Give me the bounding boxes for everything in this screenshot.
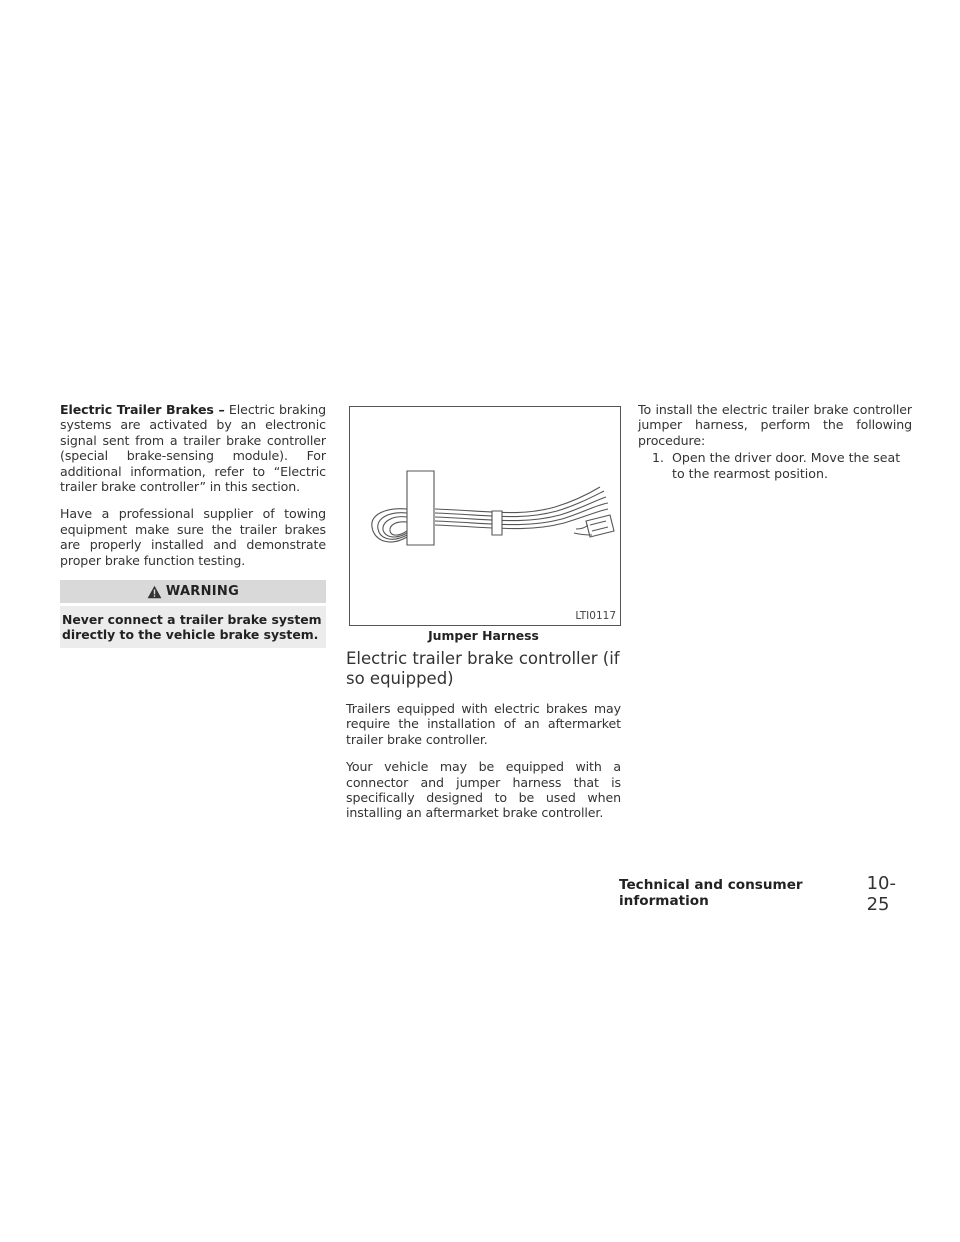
install-intro: To install the electric trailer brake controller jumper harness, perform the following procedure: — [638, 402, 912, 448]
right-column — [638, 402, 912, 481]
paragraph-connector: Your vehicle may be equipped with a connector and jumper harness that is specifically designed to be used when installing an aftermarket brake controller. — [346, 759, 621, 821]
page-footer — [619, 873, 912, 915]
warning-title: WARNING — [165, 584, 240, 600]
warning-triangle-icon — [147, 585, 162, 599]
jumper-harness-figure — [349, 406, 621, 626]
step-text: Open the driver door. Move the seat to the rearmost position. — [672, 450, 901, 481]
middle-column — [346, 402, 621, 833]
electric-brakes-text: Electric braking systems are activated by an electronic signal sent from a trailer brake controller (special brake-sensing module). For additional information, refer to “Electric trailer brake controller” in this section. — [60, 402, 326, 495]
warning-header — [60, 580, 326, 603]
step-number: 1. — [652, 450, 665, 466]
figure-code: LTI0117 — [575, 610, 616, 622]
section-title: Electric trailer brake controller (if so equipped) — [346, 649, 620, 688]
list-item — [652, 450, 912, 481]
footer-section-name: Technical and consumer information — [619, 877, 803, 909]
jumper-harness-icon — [350, 407, 620, 625]
paragraph-trailers: Trailers equipped with electric brakes may require the installation of an aftermarket trailer brake controller. — [346, 701, 621, 747]
electric-brakes-paragraph — [60, 402, 326, 494]
figure-caption: Jumper Harness — [428, 628, 539, 643]
supplier-paragraph: Have a professional supplier of towing equipment make sure the trailer brakes are properly installed and demonstrate proper brake function testing. — [60, 506, 326, 568]
left-column — [60, 402, 326, 648]
page-number: 10-25 — [866, 873, 896, 915]
warning-text: Never connect a trailer brake system directly to the vehicle brake system. — [60, 606, 326, 648]
electric-brakes-lead: Electric Trailer Brakes – — [60, 402, 225, 417]
